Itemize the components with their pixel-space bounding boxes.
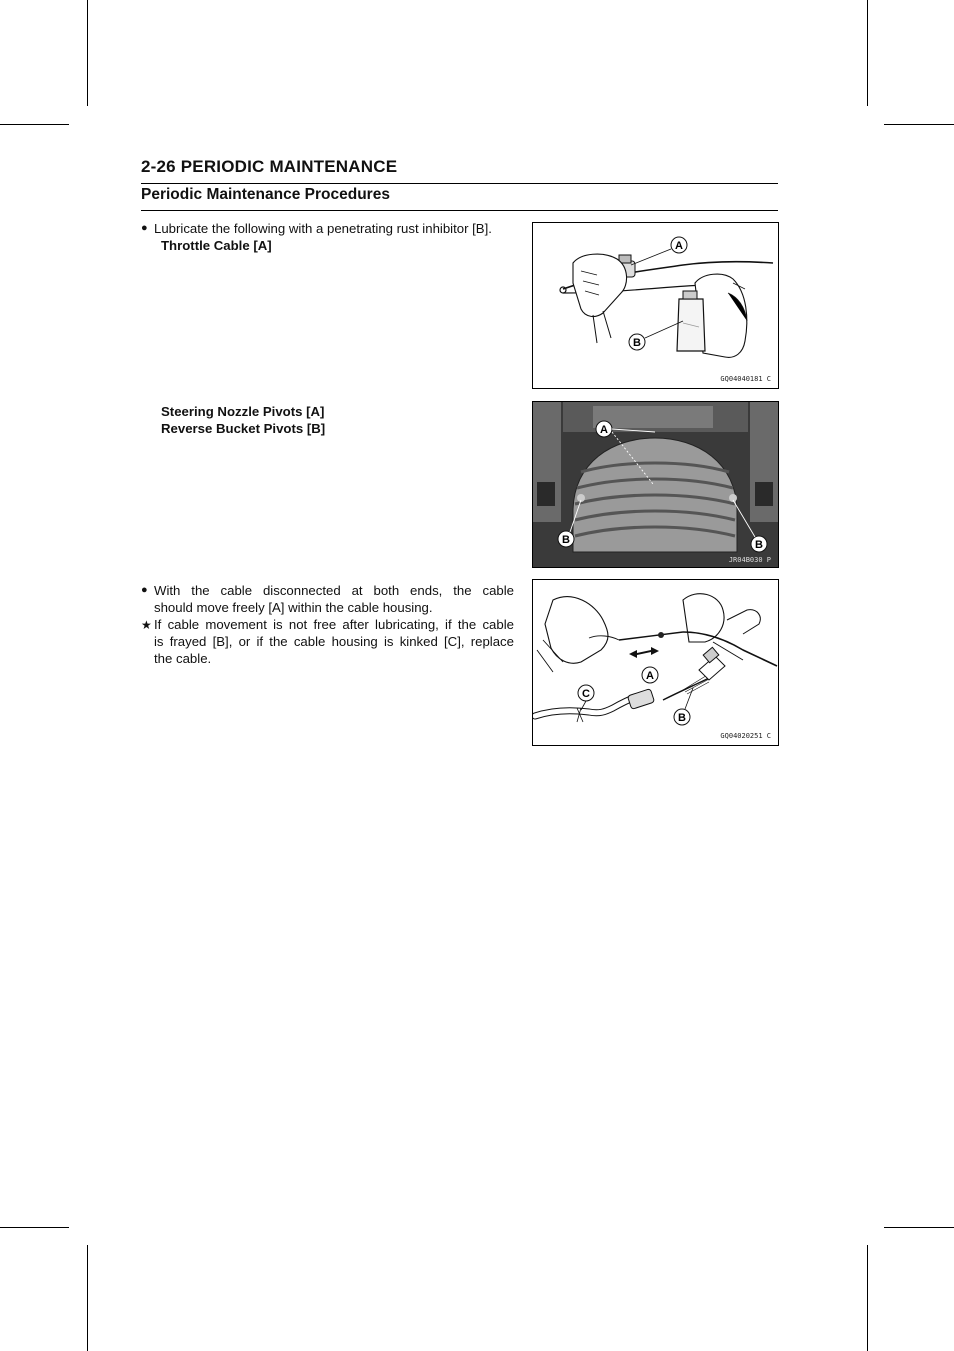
crop-mark: [87, 0, 88, 106]
crop-mark: [867, 1245, 868, 1351]
figure-throttle-cable: [532, 222, 779, 389]
figure-code: GQ04020251 C: [720, 732, 771, 740]
throttle-cable-illustration: [533, 223, 778, 388]
section-divider: [141, 210, 778, 211]
crop-mark: [867, 0, 868, 106]
figure-code: JR04B030 P: [728, 556, 771, 564]
double-arrow-icon: [629, 647, 659, 658]
callout-b: B: [678, 712, 686, 724]
callout-a: A: [600, 424, 608, 436]
crop-mark: [0, 124, 69, 125]
throttle-cable-item: Throttle Cable [A]: [161, 238, 272, 253]
figure-code: GQ04040181 C: [720, 375, 771, 383]
replace-cable-line3: the cable.: [154, 651, 212, 666]
cable-check-illustration: [533, 580, 778, 745]
replace-cable-line1: If cable movement is not free after lubricating, if the cable: [154, 617, 514, 632]
bullet-dot-icon: ●: [141, 584, 148, 596]
header-divider: [141, 183, 778, 184]
crop-mark: [0, 1227, 69, 1228]
callout-a: A: [675, 240, 683, 252]
callout-b-right: B: [755, 539, 763, 551]
cable-check-line1: With the cable disconnected at both ends, the cable: [154, 583, 514, 598]
callout-b: B: [633, 337, 641, 349]
section-title: Periodic Maintenance Procedures: [141, 186, 390, 203]
bullet-dot-icon: ●: [141, 222, 148, 234]
callout-c: C: [582, 688, 590, 700]
crop-mark: [884, 1227, 954, 1228]
crop-mark: [87, 1245, 88, 1351]
crop-mark: [884, 124, 954, 125]
steering-nozzle-item: Steering Nozzle Pivots [A]: [161, 404, 325, 419]
star-icon: ★: [141, 618, 152, 632]
callout-a: A: [646, 670, 654, 682]
callout-b-left: B: [562, 534, 570, 546]
page-header-title: 2-26 PERIODIC MAINTENANCE: [141, 157, 398, 176]
figure-cable-check: [532, 579, 779, 746]
lubricate-instruction: Lubricate the following with a penetrating rust inhibitor [B].: [154, 221, 492, 236]
cable-check-line2: should move freely [A] within the cable housing.: [154, 600, 433, 615]
figure-steering-nozzle: [532, 401, 779, 568]
replace-cable-line2: is frayed [B], or if the cable housing is kinked [C], replace: [154, 634, 514, 649]
reverse-bucket-item: Reverse Bucket Pivots [B]: [161, 421, 326, 436]
steering-nozzle-photo: [533, 402, 778, 567]
